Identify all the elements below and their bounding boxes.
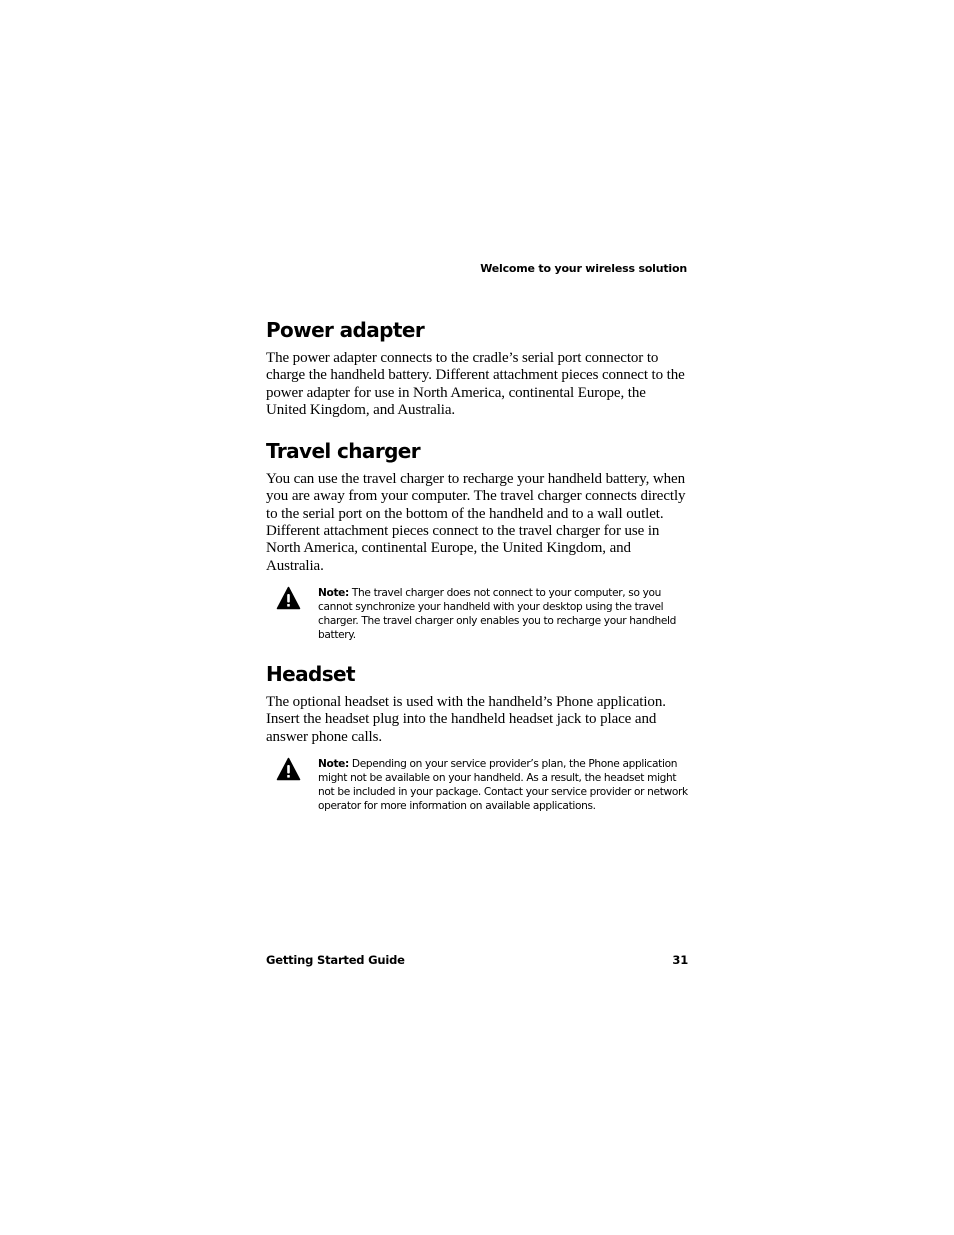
footer-guide-title: Getting Started Guide xyxy=(266,953,405,967)
note-body: Depending on your service provider’s plan, the Phone application might not be available on your handheld. As a result, the headset might not be included in your package. Contact your service provider or network operator for more information on available applications. xyxy=(318,757,688,812)
note-block xyxy=(266,757,688,813)
section-body: The power adapter connects to the cradle’s serial port connector to charge the handheld battery. Different attachment pieces connect to the power adapter for use in North America, continental Europe, the United Kingdom, and Australia. xyxy=(266,350,685,418)
note-label: Note: xyxy=(318,586,349,599)
section-body: You can use the travel charger to recharge your handheld battery, when you are away from your computer. The travel charger connects directly to the serial port on the bottom of the handheld and to a wall outlet. Different attachment pieces connect to the travel charger for use in North America, continental Europe, the United Kingdom, and Australia. xyxy=(266,471,686,574)
page-content xyxy=(266,316,688,831)
section-title: Travel charger xyxy=(266,439,421,464)
warning-icon xyxy=(276,586,301,610)
section-title: Headset xyxy=(266,661,355,686)
section-body: The optional headset is used with the handheld’s Phone application. Insert the headset plug into the handheld headset jack to place and answer phone calls. xyxy=(266,693,666,745)
section-power-adapter xyxy=(266,316,688,419)
note-body: The travel charger does not connect to your computer, so you cannot synchronize your handheld with your desktop using the travel charger. The travel charger only enables you to recharge your handheld battery. xyxy=(318,586,676,641)
warning-icon xyxy=(276,757,301,781)
note-label: Note: xyxy=(318,757,349,770)
section-headset xyxy=(266,660,688,813)
section-travel-charger xyxy=(266,437,688,642)
page-number: 31 xyxy=(672,953,688,967)
note-block xyxy=(266,586,688,642)
note-text xyxy=(318,757,688,813)
running-header: Welcome to your wireless solution xyxy=(480,262,687,275)
page-footer xyxy=(266,953,688,967)
section-title: Power adapter xyxy=(266,318,425,342)
note-text xyxy=(318,586,688,642)
